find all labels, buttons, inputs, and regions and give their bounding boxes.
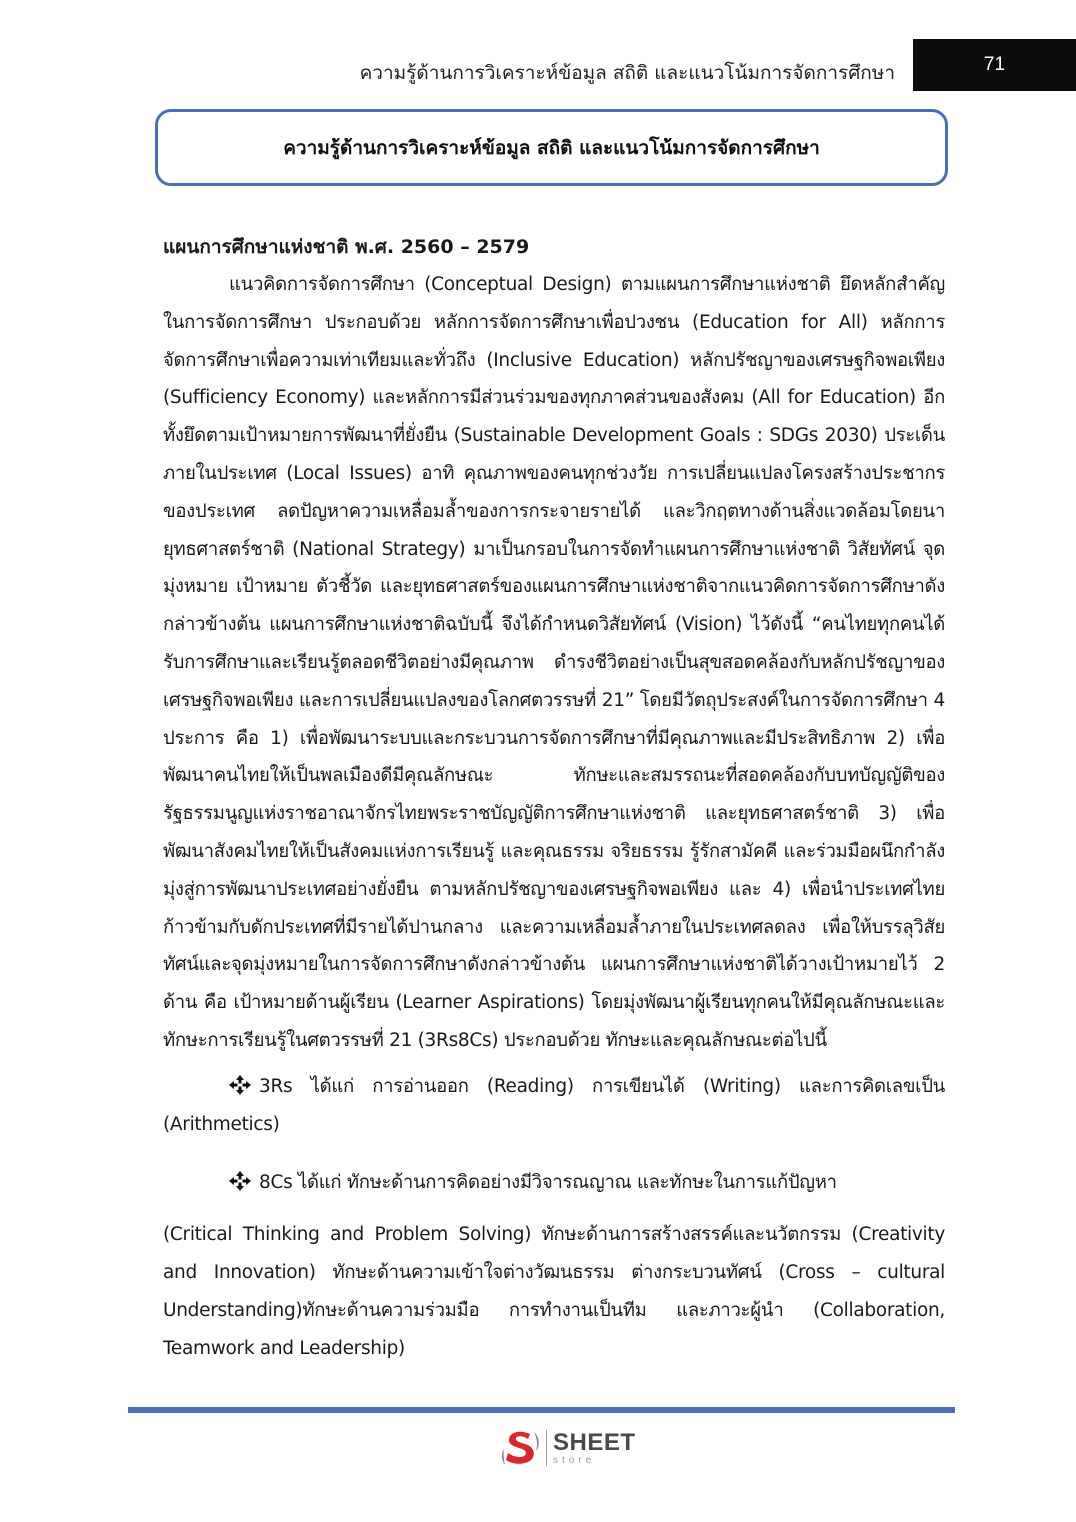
- four-arrows-icon: [229, 1071, 251, 1091]
- section-heading: แผนการศึกษาแห่งชาติ พ.ศ. 2560 – 2579: [163, 236, 530, 258]
- chapter-title: ความรู้ด้านการวิเคราะห์ข้อมูล สถิติ และแนวโน้มการจัดการศึกษา: [283, 136, 820, 159]
- bullet-3rs: [163, 1068, 945, 1144]
- four-arrows-icon: [229, 1167, 251, 1187]
- bullet-8cs-continuation: (Critical Thinking and Problem Solving) ทักษะด้านการสร้างสรรค์และนวัตกรรม (Creativity and Innovation) ทักษะด้านความเข้าใจต่างวัฒนธรรม ต่างกระบวนทัศน์ (Cross – cultural Understanding)ทักษะด้านความร่วมมือ การทำงานเป็นทีม และภาวะผู้นำ (Collaboration, Teamwork and Leadership): [163, 1223, 945, 1359]
- running-header-title: ความรู้ด้านการวิเคราะห์ข้อมูล สถิติ และแนวโน้มการจัดการศึกษา: [359, 62, 895, 84]
- bullet-8cs-text: 8Cs ได้แก่ ทักษะด้านการคิดอย่างมีวิจารณญาณ และทักษะในการแก้ปัญหา: [259, 1171, 837, 1193]
- page-number: 71: [983, 54, 1006, 75]
- footer-rule: [128, 1407, 955, 1413]
- body-paragraph: แนวคิดการจัดการศึกษา (Conceptual Design) ตามแผนการศึกษาแห่งชาติ ยึดหลักสำคัญในการจัดการศึกษา ประกอบด้วย หลักการจัดการศึกษาเพื่อปวงชน (Education for All) หลักการจัดการศึกษาเพื่อความเท่าเทียมและทั่วถึง (Inclusive Education) หลักปรัชญาของเศรษฐกิจพอเพียง (Sufficiency Economy) และหลักการมีส่วนร่วมของทุกภาคส่วนของสังคม (All for Education) อีกทั้งยึดตามเป้าหมายการพัฒนาที่ยั่งยืน (Sustainable Development Goals : SDGs 2030) ประเด็นภายในประเทศ (Local Issues) อาทิ คุณภาพของคนทุกช่วงวัย การเปลี่ยนแปลงโครงสร้างประชากรของประเทศ ลดปัญหาความเหลื่อมล้ำของการกระจายรายได้ และวิกฤตทางด้านสิ่งแวดล้อมโดยนายุทธศาสตร์ชาติ (National Strategy) มาเป็นกรอบในการจัดทำแผนการศึกษาแห่งชาติ วิสัยทัศน์ จุดมุ่งหมาย เป้าหมาย ตัวชี้วัด และยุทธศาสตร์ของแผนการศึกษาแห่งชาติจากแนวคิดการจัดการศึกษาดังกล่าวข้างต้น แผนการศึกษาแห่งชาติฉบับนี้ จึงได้กำหนดวิสัยทัศน์ (Vision) ไว้ดังนี้ “คนไทยทุกคนได้รับการศึกษาและเรียนรู้ตลอดชีวิตอย่างมีคุณภาพ ดำรงชีวิตอย่างเป็นสุขสอดคล้องกับหลักปรัชญาของเศรษฐกิจพอเพียง และการเปลี่ยนแปลงของโลกศตวรรษที่ 21” โดยมีวัตถุประสงค์ในการจัดการศึกษา 4 ประการ คือ 1) เพื่อพัฒนาระบบและกระบวนการจัดการศึกษาที่มีคุณภาพและมีประสิทธิภาพ 2) เพื่อพัฒนาคนไทยให้เป็นพลเมืองดีมีคุณลักษณะ ทักษะและสมรรถนะที่สอดคล้องกับบทบัญญัติของรัฐธรรมนูญแห่งราชอาณาจักรไทยพระราชบัญญัติการศึกษาแห่งชาติ และยุทธศาสตร์ชาติ 3) เพื่อพัฒนาสังคมไทยให้เป็นสังคมแห่งการเรียนรู้ และคุณธรรม จริยธรรม รู้รักสามัคคี และร่วมมือผนึกกำลังมุ่งสู่การพัฒนาประเทศอย่างยั่งยืน ตามหลักปรัชญาของเศรษฐกิจพอเพียง และ 4) เพื่อนำประเทศไทยก้าวข้ามกับดักประเทศที่มีรายได้ปานกลาง และความเหลื่อมล้ำภายในประเทศลดลง เพื่อให้บรรลุวิสัยทัศน์และจุดมุ่งหมายในการจัดการศึกษาดังกล่าวข้างต้น แผนการศึกษาแห่งชาติได้วางเป้าหมายไว้ 2 ด้าน คือ เป้าหมายด้านผู้เรียน (Learner Aspirations) โดยมุ่งพัฒนาผู้เรียนทุกคนให้มีคุณลักษณะและทักษะการเรียนรู้ในศตวรรษที่ 21 (3Rs8Cs) ประกอบด้วย ทักษะและคุณลักษณะต่อไปนี้: [163, 274, 945, 1051]
- sheet-store-s-logo-icon: [500, 1427, 542, 1469]
- chapter-title-box: [155, 109, 948, 186]
- page-number-box: [913, 39, 1076, 91]
- sheet-store-logo: [500, 1426, 636, 1470]
- logo-divider: [546, 1430, 547, 1466]
- main-content: [163, 228, 945, 1368]
- logo-word: SHEET: [553, 1428, 636, 1456]
- logo-text: [553, 1428, 636, 1466]
- bullet-3rs-text: 3Rs ได้แก่ การอ่านออก (Reading) การเขียนได้ (Writing) และการคิดเลขเป็น (Arithmetics): [163, 1075, 945, 1135]
- logo-subword: store: [553, 1454, 596, 1466]
- bullet-8cs: [163, 1164, 945, 1202]
